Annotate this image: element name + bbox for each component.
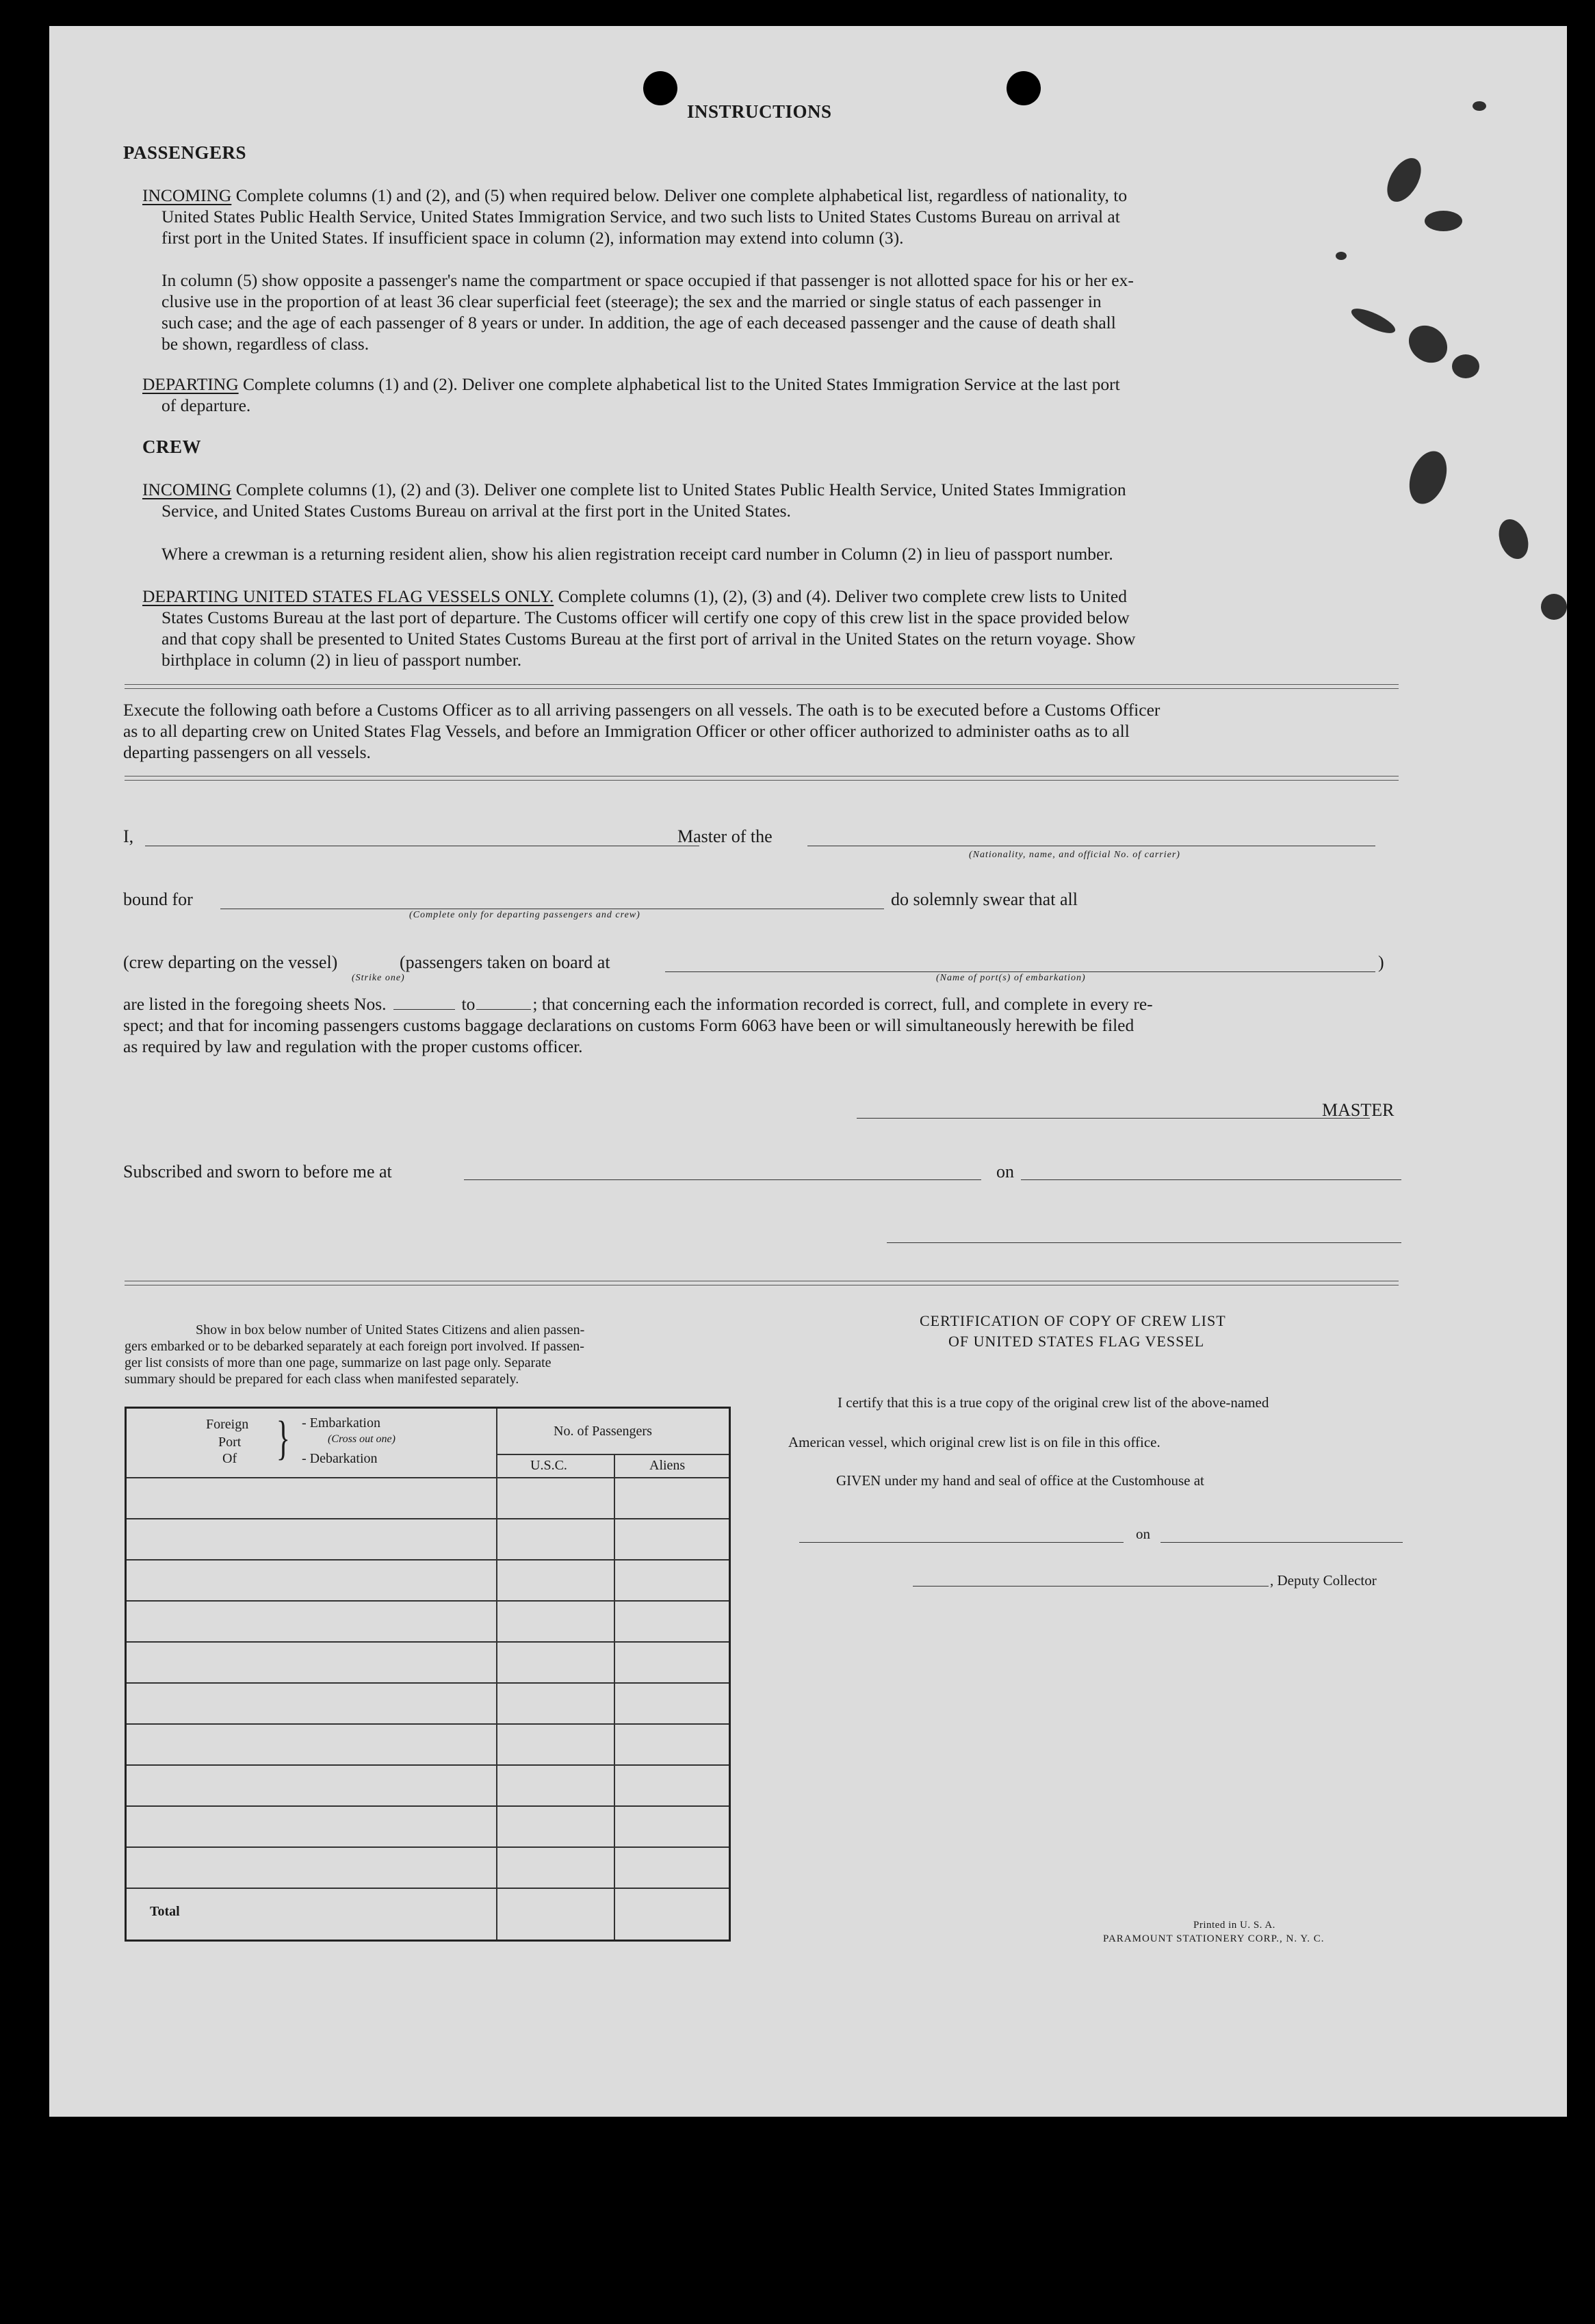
ports-caption: (Name of port(s) of embarkation)	[936, 973, 1086, 983]
sheet-to-field[interactable]	[476, 995, 531, 1010]
passengers-departing-paragraph: DEPARTING Complete columns (1) and (2). Deliver one complete alphabetical list to the United States Immigration Service at the last port of departure.	[142, 374, 1120, 415]
divider	[125, 684, 1399, 689]
subscribed-label: Subscribed and sworn to before me at	[123, 1162, 392, 1181]
strike-caption: (Strike one)	[352, 973, 405, 983]
oath-instruction-paragraph: Execute the following oath before a Customs Officer as to all arriving passengers on all vessels. The oath is to be executed before a Customs Officer as to all departing crew on United States Flag Vessels, and before an Immigration Officer or other officer authorized to administer oaths as to all departing passengers on all vessels.	[123, 700, 1160, 762]
total-label: Total	[150, 1904, 180, 1919]
deputy-collector-label: , Deputy Collector	[1270, 1572, 1377, 1589]
sworn-place-field[interactable]	[464, 1179, 981, 1180]
listed-paragraph: are listed in the foregoing sheets Nos. to ; that concerning each the information recorded is correct, full, and complete in every re- spect; and that for incoming passengers customs baggage declarations on customs Form 6063 have been or will simultaneously herewith be filed as required by law and regulation with the proper customs officer.	[123, 994, 1153, 1056]
punch-hole-right	[1007, 71, 1041, 105]
crew-heading: CREW	[142, 436, 202, 457]
master-of-the-label: Master of the	[677, 826, 773, 846]
sheet-from-field[interactable]	[393, 995, 455, 1010]
incoming-label: INCOMING	[142, 185, 232, 205]
certify-line-3: GIVEN under my hand and seal of office at the Customhouse at	[836, 1472, 1204, 1489]
aliens-header: Aliens	[649, 1458, 686, 1473]
cross-out-caption: (Cross out one)	[328, 1433, 395, 1445]
no-passengers-header: No. of Passengers	[554, 1424, 652, 1439]
instructions-heading: INSTRUCTIONS	[687, 101, 832, 122]
customhouse-field[interactable]	[799, 1542, 1124, 1543]
column5-paragraph: In column (5) show opposite a passenger's name the compartment or space occupied if that passenger is not allotted space for his or her ex- clusive use in the proportion of at least 36 clear superficial feet (steerage); the sex and the married or single status of each passenger in such case; and the age of each passenger of 8 years or under. In addition, the age of each deceased passenger and the cause of death shall be shown, regardless of class.	[161, 270, 1134, 354]
punch-hole-left	[643, 71, 677, 105]
printer-name: PARAMOUNT STATIONERY CORP., N. Y. C.	[1103, 1933, 1325, 1944]
certification-title: CERTIFICATION OF COPY OF CREW LIST	[920, 1312, 1226, 1329]
embarkation-port-field[interactable]	[665, 971, 1375, 972]
debarkation-option[interactable]: - Debarkation	[302, 1451, 378, 1466]
usc-header: U.S.C.	[530, 1458, 567, 1473]
crew-incoming-label: INCOMING	[142, 480, 232, 499]
resident-alien-note: Where a crewman is a returning resident alien, show his alien registration receipt card number in Column (2) in lieu of passport number.	[161, 544, 1113, 564]
sworn-date-field[interactable]	[1021, 1179, 1401, 1180]
summary-instructions: Show in box below number of United States Citizens and alien passen- gers embarked or to be debarked separately at each foreign port involved. If passen- ger list consists of more than one page, summarize on last page only. Separate summary should be prepared for each class when manifested separately.	[125, 1322, 585, 1387]
certify-line-2: American vessel, which original crew list is on file in this office.	[788, 1434, 1160, 1450]
port-label: Port	[218, 1435, 242, 1450]
crew-incoming-paragraph: INCOMING Complete columns (1), (2) and (3). Deliver one complete list to United States Public Health Service, United States Immigration Service, and United States Customs Bureau on arrival at the first port in the United States.	[142, 480, 1126, 521]
brace-icon: }	[276, 1412, 290, 1465]
bound-for-caption: (Complete only for departing passengers and crew)	[409, 910, 640, 920]
sworn-on-label: on	[996, 1162, 1014, 1181]
oath-i-label: I,	[123, 826, 134, 846]
carrier-caption: (Nationality, name, and official No. of carrier)	[969, 850, 1180, 860]
passenger-summary-table	[125, 1407, 731, 1942]
certification-subtitle: OF UNITED STATES FLAG VESSEL	[948, 1333, 1205, 1350]
divider	[125, 776, 1399, 781]
passengers-incoming-paragraph: INCOMING Complete columns (1) and (2), and (5) when required below. Deliver one complete alphabetical list, regardless of nationality, to United States Public Health Service, United States Immigration Service, and two such lists to United States Customs Bureau on arrival at first port in the United States. If insufficient space in column (2), information may extend into column (3).	[142, 185, 1128, 248]
master-label: MASTER	[1322, 1100, 1395, 1120]
passengers-heading: PASSENGERS	[123, 142, 247, 163]
of-label: Of	[222, 1451, 237, 1466]
flag-vessels-paragraph: DEPARTING UNITED STATES FLAG VESSELS ONLY. Complete columns (1), (2), (3) and (4). Deliver two complete crew lists to United States Customs Bureau at the last port of departure. The Customs officer will certify one copy of this crew list in the space provided below and that copy shall be presented to United States Customs Bureau at the first port of arrival in the United States on the return voyage. Show birthplace in column (2) in lieu of passport number.	[142, 586, 1136, 670]
swear-label: do solemnly swear that all	[891, 889, 1078, 909]
embarkation-option[interactable]: - Embarkation	[302, 1415, 380, 1431]
master-signature-field[interactable]	[857, 1118, 1370, 1119]
form-page	[49, 26, 1567, 2117]
passengers-taken-option[interactable]: (passengers taken on board at	[400, 952, 610, 972]
flag-vessels-label: DEPARTING UNITED STATES FLAG VESSELS ONLY.	[142, 586, 554, 606]
officer-signature-field[interactable]	[887, 1242, 1401, 1243]
crew-departing-option[interactable]: (crew departing on the vessel)	[123, 952, 338, 972]
certify-date-field[interactable]	[1160, 1542, 1403, 1543]
departing-label: DEPARTING	[142, 374, 239, 394]
certify-line-1: I certify that this is a true copy of the original crew list of the above-named	[838, 1394, 1269, 1411]
deputy-signature-field[interactable]	[913, 1586, 1269, 1587]
certify-on-label: on	[1136, 1526, 1150, 1542]
printed-in-usa: Printed in U. S. A.	[1193, 1920, 1275, 1931]
bound-for-label: bound for	[123, 889, 193, 909]
divider	[125, 1281, 1399, 1285]
foreign-label: Foreign	[206, 1417, 249, 1432]
close-paren: )	[1378, 952, 1384, 972]
